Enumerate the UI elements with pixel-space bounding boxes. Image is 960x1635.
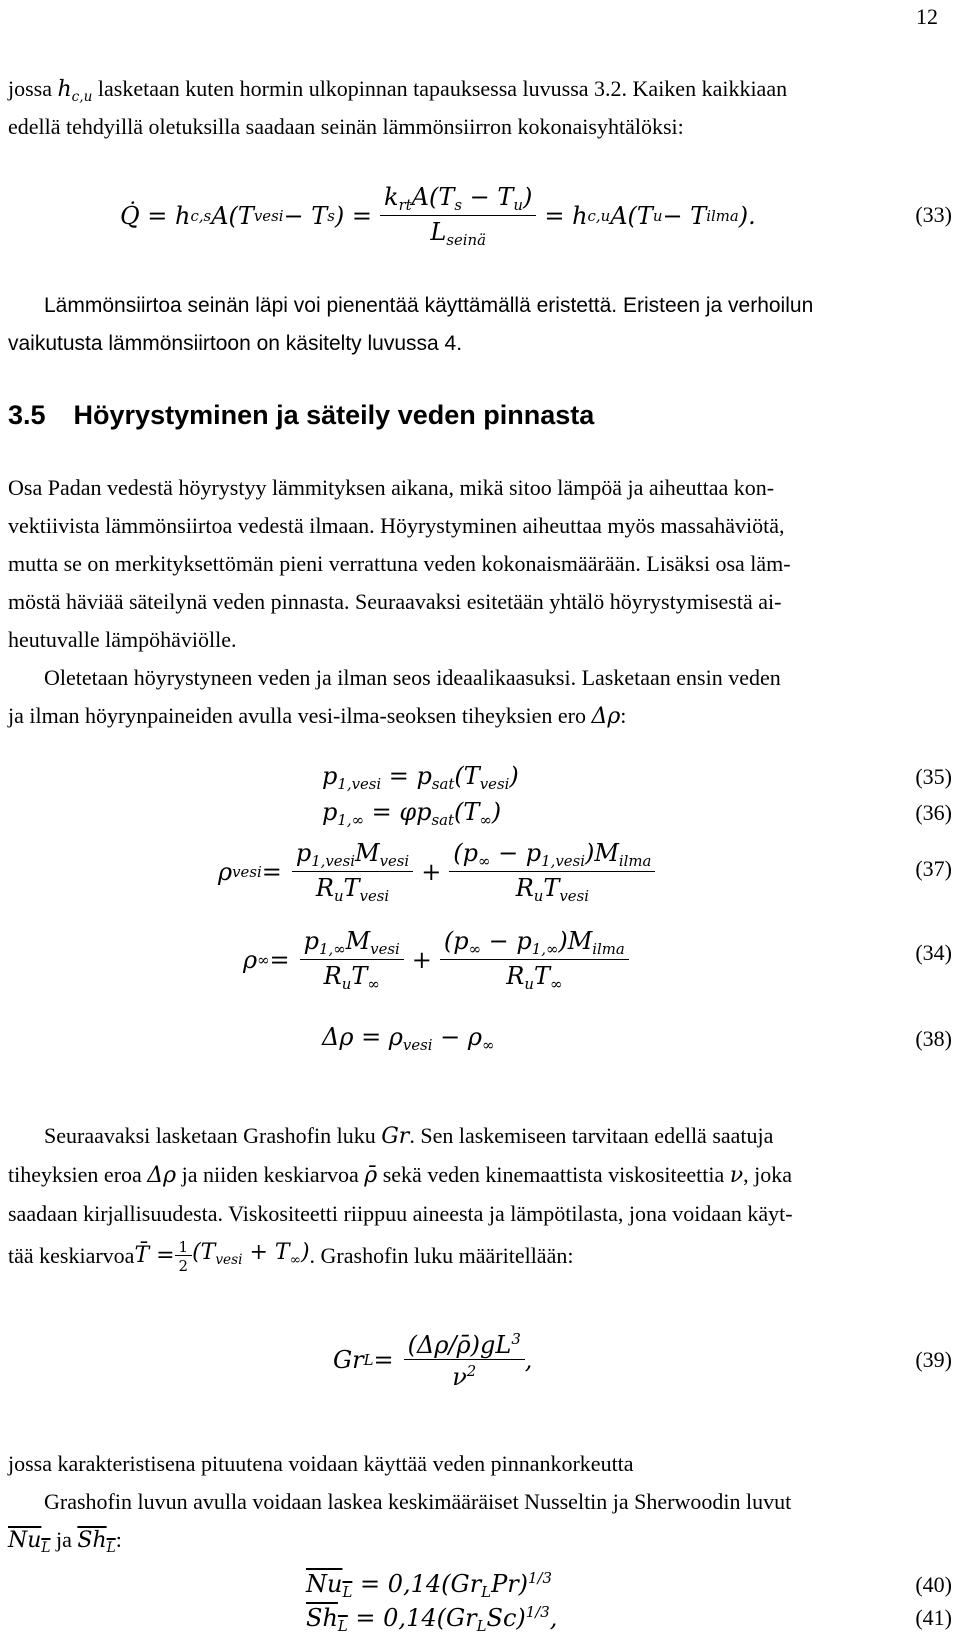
eq-sub: u bbox=[652, 207, 663, 225]
eq-part: Sh bbox=[77, 1528, 107, 1553]
paragraph-4-line-4 bbox=[8, 1232, 573, 1280]
eq-sub: 1,∞ bbox=[337, 811, 364, 830]
eq-sub: 1,vesi bbox=[337, 775, 382, 794]
eq-plus: + bbox=[421, 858, 442, 886]
eq-part: = φp bbox=[363, 798, 432, 826]
text-run: sekä veden kinemaattista viskositeettia bbox=[377, 1162, 730, 1187]
eq-part: + T bbox=[242, 1239, 290, 1265]
eq-part: M bbox=[355, 839, 380, 868]
eq-sub: L bbox=[476, 1617, 487, 1635]
math-nu-bar bbox=[8, 1528, 51, 1556]
eq-sub: 1,vesi bbox=[541, 852, 585, 871]
eq-part: R bbox=[515, 873, 534, 902]
eq-sub: ∞ bbox=[468, 940, 482, 959]
paragraph-3-line-1: Osa Padan vedestä höyrystyy lämmityksen aikana, mikä sitoo lämpöä ja aiheuttaa kon- bbox=[8, 475, 775, 500]
eq-part: = 0,14(Gr bbox=[352, 1569, 482, 1598]
eq-sub: 1,∞ bbox=[319, 940, 346, 959]
fraction-denominator bbox=[449, 871, 655, 905]
eq-part: − p bbox=[490, 839, 542, 868]
eq-part: Δρ = ρ bbox=[322, 1023, 403, 1051]
paragraph-1-line-2: edellä tehdyillä oletuksilla saadaan seinän lämmönsiirron kokonaisyhtälöksi: bbox=[8, 114, 684, 139]
paragraph-3-line-5: heutuvalle lämpöhäviölle. bbox=[8, 627, 237, 652]
eq-sub: L bbox=[337, 1617, 348, 1635]
equation-number-38: (38) bbox=[915, 1026, 952, 1051]
eq-part: Gr bbox=[333, 1346, 364, 1374]
fraction-denominator bbox=[292, 871, 413, 905]
eq-sub: 1,vesi bbox=[311, 852, 355, 871]
paragraph-3-line-6: Oletetaan höyrystyneen veden ja ilman seos ideaalikaasuksi. Lasketaan ensin veden bbox=[44, 665, 781, 690]
fraction bbox=[380, 183, 536, 248]
equation-38 bbox=[322, 1023, 494, 1054]
eq-sup: 1/3 bbox=[528, 1569, 552, 1587]
fraction bbox=[449, 839, 655, 904]
equation-33 bbox=[120, 176, 756, 256]
eq-part: p bbox=[322, 798, 338, 826]
eq-part: Nu bbox=[306, 1569, 343, 1598]
eq-part: , bbox=[524, 1346, 533, 1374]
fraction-numerator bbox=[449, 839, 655, 870]
math-rho-bar: ρ̄ bbox=[364, 1163, 378, 1188]
text-run: : bbox=[115, 1527, 122, 1552]
math-h bbox=[57, 77, 93, 105]
fraction-half bbox=[175, 1239, 193, 1274]
fraction-numerator bbox=[292, 839, 413, 870]
eq-part: A(T bbox=[610, 202, 653, 230]
paragraph-5-line-2: Grashofin luvun avulla voidaan laskea keskimääräiset Nusseltin ja Sherwoodin luvut bbox=[44, 1489, 792, 1514]
eq-part: R bbox=[506, 961, 525, 990]
eq-sub: ilma bbox=[706, 207, 739, 225]
eq-part: − T bbox=[462, 183, 514, 212]
eq-part: T bbox=[351, 961, 368, 990]
eq-sub: vesi bbox=[232, 863, 262, 881]
equation-36 bbox=[322, 798, 501, 829]
eq-sub: vesi bbox=[370, 940, 400, 959]
equation-37 bbox=[218, 832, 655, 912]
text-run: ja ilman höyrynpaineiden avulla vesi-ilma-seoksen tiheyksien ero bbox=[8, 703, 592, 728]
fraction-numerator bbox=[440, 927, 629, 958]
eq-sub: sat bbox=[431, 775, 455, 794]
equation-39 bbox=[333, 1320, 532, 1400]
eq-sub: ∞ bbox=[549, 974, 563, 993]
paragraph-3-line-2: vektiivista lämmönsiirtoa vedestä ilmaan. Höyrystyminen aiheuttaa myös massahäviötä, bbox=[8, 513, 785, 538]
math-nu-bar bbox=[306, 1569, 353, 1602]
eq-sub: sat bbox=[431, 811, 454, 830]
eq-sub: seinä bbox=[446, 230, 486, 249]
text-run: Seuraavaksi lasketaan Grashofin luku bbox=[44, 1123, 382, 1148]
equation-number-37: (37) bbox=[915, 856, 952, 881]
equation-number-40: (40) bbox=[915, 1572, 952, 1597]
paragraph-3-line-4: möstä häviää säteilynä veden pinnasta. Seuraavaksi esitetään yhtälö höyrystymisestä ai- bbox=[8, 589, 782, 614]
paragraph-5-line-3 bbox=[8, 1521, 122, 1567]
paragraph-4-line-3: saadaan kirjallisuudesta. Viskositeetti riippuu aineesta ja lämpötilasta, jona voidaan käyt- bbox=[8, 1201, 793, 1226]
eq-sub: vesi bbox=[402, 1036, 433, 1055]
fraction-denominator: 2 bbox=[175, 1255, 193, 1274]
eq-part: ρ bbox=[218, 858, 233, 886]
eq-part: k bbox=[384, 183, 399, 212]
eq-part: ) bbox=[491, 798, 502, 826]
paragraph-3-line-3: mutta se on merkityksettömän pieni verrattuna veden kokonaismäärään. Lisäksi osa läm- bbox=[8, 551, 791, 576]
eq-sub: vesi bbox=[559, 886, 589, 905]
eq-part: (p bbox=[443, 927, 469, 956]
eq-part: − T bbox=[283, 202, 328, 230]
eq-sub: ∞ bbox=[257, 951, 270, 969]
eq-part: ) = bbox=[334, 202, 373, 230]
math-sh-bar bbox=[77, 1528, 116, 1556]
section-title: Höyrystyminen ja säteily veden pinnasta bbox=[73, 400, 595, 430]
fraction bbox=[404, 1330, 525, 1391]
eq-sub: L bbox=[342, 1583, 353, 1602]
eq-sub: L bbox=[106, 1539, 116, 1556]
eq-sub: vesi bbox=[479, 775, 510, 794]
fraction-numerator bbox=[380, 183, 536, 214]
eq-sup: 2 bbox=[466, 1361, 477, 1380]
section-heading bbox=[8, 400, 594, 431]
math-gr: Gr bbox=[381, 1124, 410, 1149]
fraction bbox=[300, 927, 404, 992]
eq-part: = h bbox=[544, 202, 588, 230]
fraction-denominator bbox=[440, 959, 629, 993]
eq-part: Nu bbox=[8, 1528, 42, 1553]
fraction bbox=[292, 839, 413, 904]
eq-part: = bbox=[261, 858, 282, 886]
eq-part: R bbox=[315, 873, 334, 902]
eq-part: − T bbox=[662, 202, 707, 230]
eq-sub: u bbox=[533, 886, 544, 905]
math-mean bbox=[192, 1234, 309, 1279]
eq-part: p bbox=[303, 927, 319, 956]
eq-sub: u bbox=[513, 196, 523, 215]
eq-part: Pr) bbox=[491, 1569, 529, 1598]
fraction-numerator bbox=[404, 1330, 525, 1359]
paragraph-2-line-2: vaikutusta lämmönsiirtoon on käsitelty luvussa 4. bbox=[8, 332, 463, 355]
text-run: jossa bbox=[8, 76, 58, 101]
eq-part: )M bbox=[584, 839, 619, 868]
text-run: , joka bbox=[743, 1162, 793, 1187]
eq-sup: 3 bbox=[511, 1329, 521, 1348]
fraction bbox=[440, 927, 629, 992]
eq-part: (T bbox=[454, 762, 480, 790]
eq-part: ν bbox=[452, 1362, 467, 1391]
eq-part: Q̇ = h bbox=[120, 202, 191, 230]
eq-sub: vesi bbox=[359, 886, 390, 905]
math-delta-rho: Δρ bbox=[147, 1163, 177, 1188]
eq-plus: + bbox=[411, 946, 432, 974]
eq-part: A(T bbox=[211, 202, 254, 230]
eq-part: − ρ bbox=[432, 1023, 483, 1051]
eq-part: A(T bbox=[411, 183, 455, 212]
text-run: . Sen laskemiseen tarvitaan edellä saatuja bbox=[409, 1123, 774, 1148]
math-t-bar: T̄ = bbox=[134, 1243, 175, 1268]
eq-part: − p bbox=[481, 927, 532, 956]
page-number: 12 bbox=[916, 4, 938, 29]
eq-part: Sh bbox=[306, 1603, 338, 1632]
text-run: tiheyksien eroa bbox=[8, 1162, 148, 1187]
fraction-denominator bbox=[380, 215, 536, 249]
eq-part: = bbox=[269, 946, 290, 974]
text-run: lasketaan kuten hormin ulkopinnan tapauksessa luvussa 3.2. Kaiken kaikkiaan bbox=[92, 76, 788, 101]
text-run: : bbox=[620, 703, 627, 728]
eq-sub: ilma bbox=[592, 940, 625, 959]
eq-part: (Δρ/ρ̄)gL bbox=[407, 1330, 512, 1359]
text-run: ja niiden keskiarvoa bbox=[176, 1162, 365, 1187]
eq-sub: u bbox=[341, 974, 352, 993]
eq-sub: rt bbox=[398, 196, 412, 215]
eq-part: (T bbox=[192, 1239, 216, 1265]
eq-part: p bbox=[322, 762, 338, 790]
eq-part: T bbox=[533, 961, 550, 990]
equation-number-34: (34) bbox=[915, 940, 952, 965]
fraction-numerator bbox=[300, 927, 404, 958]
math-symbol: h bbox=[57, 77, 72, 102]
eq-sub: L bbox=[363, 1351, 374, 1369]
eq-sub: c,u bbox=[587, 207, 611, 225]
eq-sub: ∞ bbox=[367, 974, 380, 993]
equation-number-39: (39) bbox=[915, 1347, 952, 1372]
eq-sub: ∞ bbox=[289, 1251, 301, 1268]
eq-part: ) bbox=[522, 183, 533, 212]
text-run: tää keskiarvoa bbox=[8, 1243, 135, 1268]
eq-sub: 1,∞ bbox=[531, 940, 559, 959]
fraction-denominator bbox=[300, 959, 404, 993]
eq-part: ). bbox=[738, 202, 756, 230]
eq-part: R bbox=[323, 961, 342, 990]
paragraph-2-line-1: Lämmönsiirtoa seinän läpi voi pienentää käyttämällä eristettä. Eristeen ja verhoilun bbox=[44, 294, 814, 317]
equation-34 bbox=[243, 920, 629, 1000]
eq-part: (T bbox=[454, 798, 480, 826]
eq-sub: ∞ bbox=[482, 1036, 495, 1055]
eq-part: ρ bbox=[243, 946, 258, 974]
eq-part: (p bbox=[453, 839, 479, 868]
eq-sub: c,s bbox=[190, 207, 212, 225]
equation-number-41: (41) bbox=[915, 1605, 952, 1630]
math-sh-bar bbox=[306, 1603, 348, 1635]
eq-part: = p bbox=[381, 762, 432, 790]
eq-sub: L bbox=[481, 1583, 492, 1602]
equation-number-36: (36) bbox=[915, 800, 952, 825]
paragraph-4-line-1 bbox=[44, 1117, 773, 1156]
eq-part: = 0,14(Gr bbox=[347, 1603, 477, 1632]
eq-part: M bbox=[345, 927, 371, 956]
eq-sub: u bbox=[333, 886, 344, 905]
fraction-denominator bbox=[404, 1359, 525, 1391]
eq-part: ) bbox=[300, 1239, 310, 1265]
eq-part: = bbox=[373, 1346, 394, 1374]
text-run: . Grashofin luku määritellään: bbox=[309, 1243, 574, 1268]
paragraph-5-line-1: jossa karakteristisena pituutena voidaan käyttää veden pinnankorkeutta bbox=[8, 1451, 634, 1476]
eq-sub: ∞ bbox=[479, 811, 492, 830]
equation-number-33: (33) bbox=[915, 202, 952, 227]
eq-part: p bbox=[295, 839, 312, 868]
text-run: ja bbox=[50, 1527, 78, 1552]
equation-number-35: (35) bbox=[915, 764, 952, 789]
eq-sub: L bbox=[41, 1539, 51, 1556]
paragraph-4-line-2 bbox=[8, 1156, 792, 1195]
fraction-numerator: 1 bbox=[178, 1237, 189, 1256]
eq-sub: s bbox=[327, 207, 335, 225]
math-nu: ν bbox=[729, 1163, 744, 1188]
eq-sub: u bbox=[524, 974, 534, 993]
equation-40 bbox=[306, 1569, 552, 1601]
eq-part: , bbox=[549, 1603, 558, 1632]
eq-part: T bbox=[343, 873, 360, 902]
eq-part: L bbox=[430, 217, 447, 246]
eq-part: Sc) bbox=[486, 1603, 526, 1632]
eq-part: T bbox=[543, 873, 560, 902]
math-delta-rho: Δρ bbox=[591, 704, 621, 729]
paragraph-3-line-7 bbox=[8, 697, 626, 736]
eq-sup: 1/3 bbox=[525, 1603, 550, 1621]
eq-sub: ∞ bbox=[478, 852, 491, 871]
eq-sub: vesi bbox=[215, 1251, 243, 1268]
eq-sub: vesi bbox=[379, 852, 410, 871]
eq-sub: s bbox=[454, 196, 462, 215]
section-number: 3.5 bbox=[8, 400, 46, 430]
equation-41 bbox=[306, 1603, 557, 1635]
eq-part: )M bbox=[558, 927, 593, 956]
eq-sub: vesi bbox=[253, 207, 284, 225]
eq-part: ) bbox=[509, 762, 519, 790]
math-subscript: c,u bbox=[71, 88, 93, 105]
eq-sub: ilma bbox=[618, 852, 652, 871]
equation-35 bbox=[322, 762, 519, 793]
